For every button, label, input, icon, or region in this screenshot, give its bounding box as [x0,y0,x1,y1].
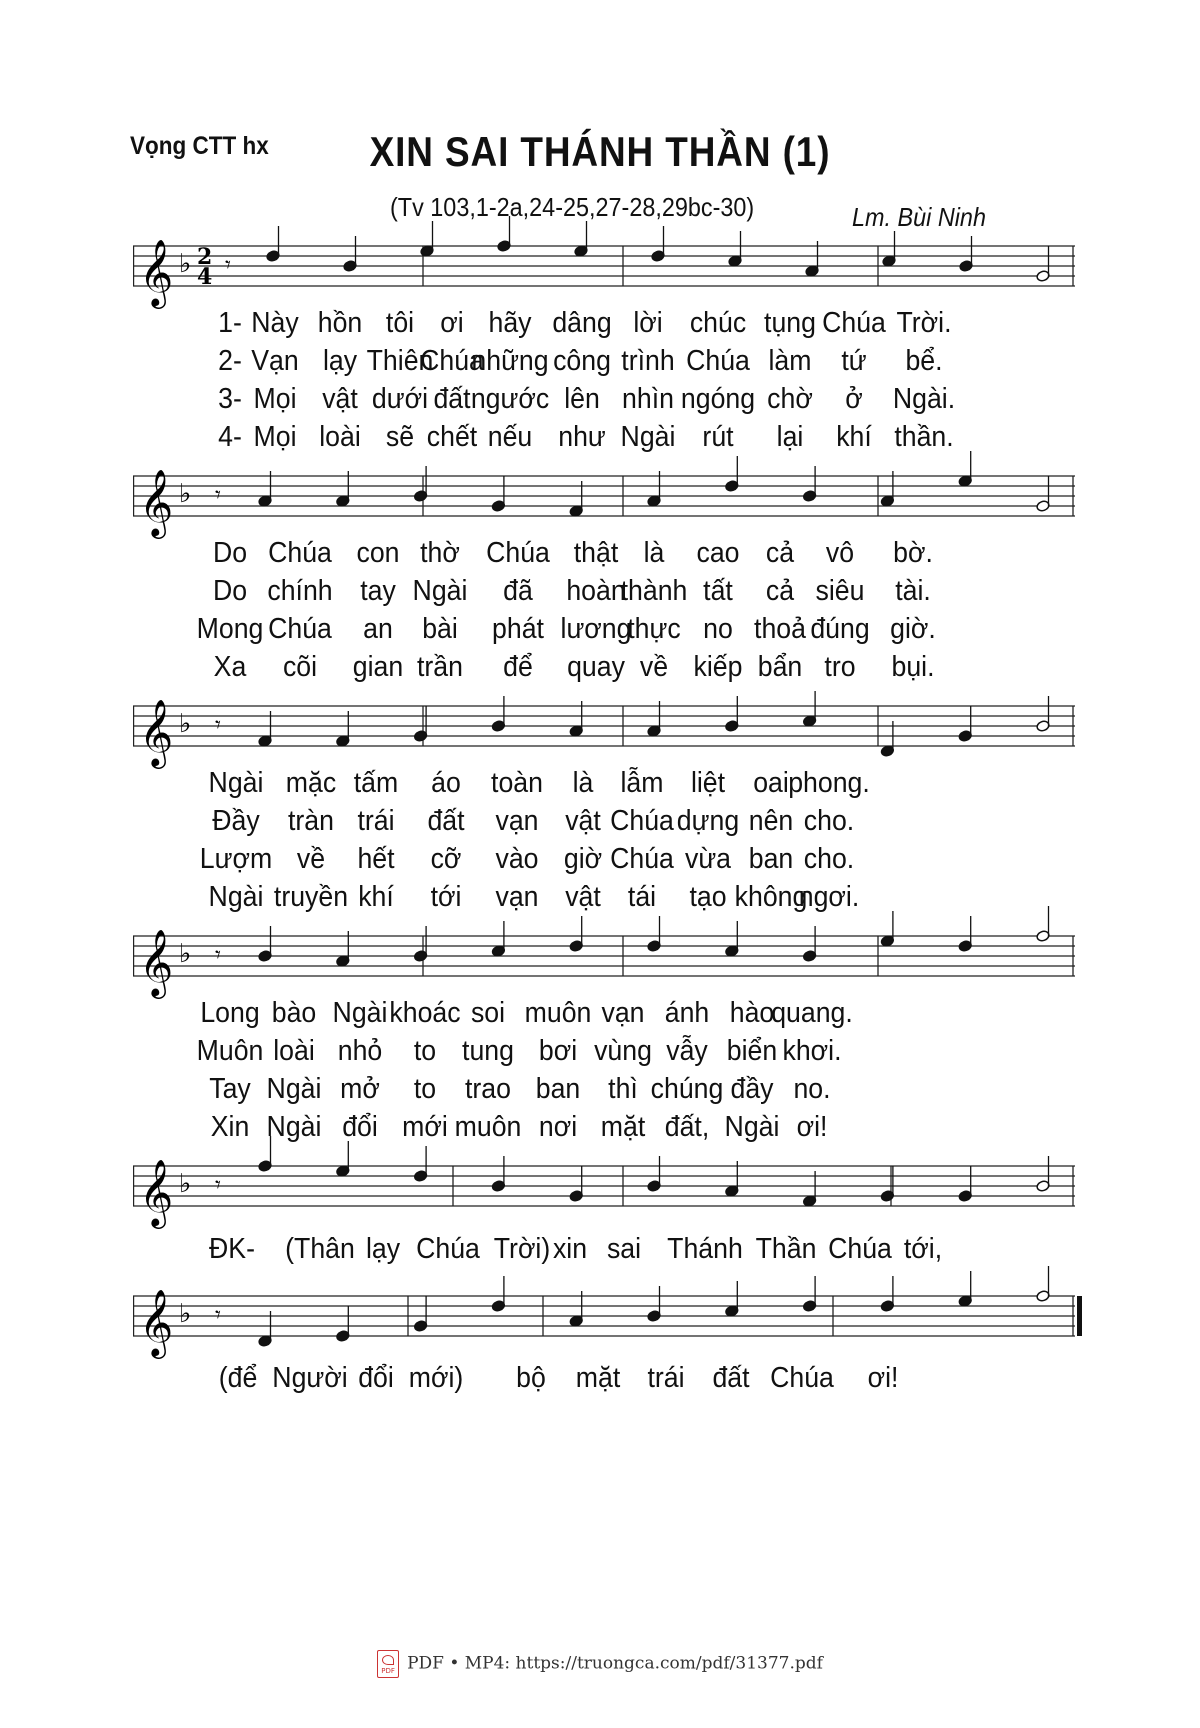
lyric-line-s2-v3 [0,613,1200,649]
lyric-syllable: lạy [322,345,358,377]
lyric-syllable: cỡ [430,843,462,875]
lyric-syllable: Ngài [266,1111,322,1143]
lyric-syllable: về [639,651,669,683]
staff-system-6 [133,1288,1078,1356]
lyric-syllable: oai [753,767,789,799]
staff-svg [133,698,1078,768]
lyric-syllable: ban [535,1073,581,1105]
lyric-line-s3-v1 [0,767,1200,803]
lyric-syllable: trao [465,1073,511,1105]
lyric-syllable: ở [845,383,863,415]
lyric-syllable: tung [462,1035,514,1067]
lyric-syllable: Chúa [610,843,674,875]
lyric-syllable: Vạn [251,345,299,377]
lyric-syllable: mở [340,1073,380,1105]
staff-svg [133,928,1078,998]
lyric-syllable: Chúa [416,1233,480,1265]
lyric-syllable: 1- [218,307,242,339]
lyric-syllable: Xa [213,651,247,683]
lyric-syllable: lạy [365,1233,401,1265]
lyric-syllable: ngóng [680,383,756,415]
treble-clef-icon: 𝄞 [139,238,174,306]
lyric-syllable: Thiên [366,345,434,377]
lyric-syllable: trái [357,805,395,837]
lyric-syllable: Mọi [253,421,297,453]
lyric-syllable: là [643,537,665,569]
lyric-syllable: tới [430,881,462,913]
staff-system-2 [133,468,1078,536]
lyric-syllable: giờ. [890,613,936,645]
lyric-syllable: như [558,421,606,453]
lyric-syllable: tài. [895,575,931,607]
lyric-syllable: công [553,345,611,377]
lyric-syllable: to [413,1073,437,1105]
lyric-syllable: thoả [754,613,806,645]
treble-clef-icon: 𝄞 [139,698,174,766]
footer-link[interactable] [0,1650,1200,1678]
lyric-syllable: xin [552,1233,588,1265]
lyric-syllable: về [296,843,326,875]
lyric-syllable: sai [606,1233,642,1265]
lyric-syllable: cao [696,537,740,569]
lyric-syllable: biển [726,1035,778,1067]
psalm-reference: (Tv 103,1-2a,24-25,27-28,29bc-30) [390,192,755,222]
lyric-syllable: bụi. [891,651,935,683]
lyric-syllable: soi [470,997,506,1029]
lyric-syllable: Chúa [828,1233,892,1265]
lyric-line-s2-v2 [0,575,1200,611]
lyric-syllable: Ngài [208,767,264,799]
lyric-syllable: Ngài [724,1111,780,1143]
treble-clef-icon: 𝄞 [139,1158,174,1226]
lyric-syllable: Ngài. [892,383,956,415]
lyric-syllable: Long [200,997,260,1029]
lyric-syllable: to [413,1035,437,1067]
lyric-syllable: chết [426,421,478,453]
lyric-line-s1-v3 [0,383,1200,419]
lyric-syllable: bài [422,613,458,645]
eighth-rest-icon: 𝄾 [215,1173,221,1198]
lyric-syllable: chúng [650,1073,724,1105]
lyric-syllable: bộ [516,1362,546,1394]
flat-key-signature-icon: ♭ [179,939,192,969]
lyric-syllable: lại [776,421,804,453]
lyric-syllable: vật [322,383,358,415]
lyric-syllable: nhỏ [337,1035,383,1067]
lyric-line-s1-v2 [0,345,1200,381]
composer-name: Lm. Bùi Ninh [852,202,986,232]
lyric-line-s1-v4 [0,421,1200,457]
lyric-syllable: Ngài [620,421,676,453]
lyric-syllable: kiếp [693,651,743,683]
lyric-syllable: mới) [408,1362,464,1394]
lyric-syllable: vạn [495,881,539,913]
lyric-syllable: loài [273,1035,315,1067]
lyric-syllable: hồn [317,307,363,339]
lyric-syllable: vạn [601,997,645,1029]
lyric-syllable: phong. [788,767,870,799]
lyric-syllable: nhìn [622,383,674,415]
lyric-syllable: tụng [764,307,816,339]
lyric-syllable: quay [567,651,625,683]
lyric-syllable: Tay [209,1073,251,1105]
lyric-syllable: (để [218,1362,258,1394]
lyric-syllable: Chúa [770,1362,834,1394]
lyric-syllable: Này [251,307,299,339]
lyric-syllable: cho. [803,805,855,837]
lyric-syllable: là [572,767,594,799]
lyric-syllable: vùng [594,1035,652,1067]
lyric-syllable: bào [271,997,317,1029]
lyric-syllable: cả [765,575,795,607]
lyric-syllable: đổi [358,1362,394,1394]
lyric-syllable: bơi [538,1035,578,1067]
lyric-syllable: Thần [755,1233,817,1265]
lyric-syllable: vẫy [666,1035,708,1067]
lyric-syllable: ban [748,843,794,875]
lyric-syllable: siêu [815,575,865,607]
time-signature-digit: 2 [197,244,213,270]
lyric-syllable: vật [565,805,601,837]
lyric-syllable: trái [647,1362,685,1394]
lyric-syllable: muôn [454,1111,522,1143]
flat-key-signature-icon: ♭ [179,1299,192,1329]
eighth-rest-icon: 𝄾 [215,943,221,968]
lyric-syllable: Muôn [196,1035,264,1067]
lyric-syllable: dưới [371,383,429,415]
lyric-line-s2-v1 [0,537,1200,573]
lyric-syllable: Ngài [266,1073,322,1105]
eighth-rest-icon: 𝄾 [215,483,221,508]
lyric-syllable: phát [492,613,544,645]
lyric-line-s3-v4 [0,881,1200,917]
lyric-syllable: (Thân [285,1233,355,1265]
lyric-syllable: rút [702,421,734,453]
lyric-line-s6-v1 [0,1362,1200,1398]
lyric-syllable: tất [703,575,733,607]
lyric-syllable: bể. [905,345,943,377]
lyric-syllable: loài [319,421,361,453]
staff-system-5 [133,1158,1078,1226]
song-title: XIN SAI THÁNH THẦN (1) [369,128,831,175]
lyric-syllable: truyền [273,881,349,913]
lyric-syllable: lời [633,307,663,339]
lyric-syllable: chờ [767,383,813,415]
lyric-syllable: tạo [689,881,727,913]
lyric-syllable: vô [825,537,855,569]
lyric-syllable: toàn [491,767,543,799]
lyric-syllable: đổi [342,1111,378,1143]
flat-key-signature-icon: ♭ [179,709,192,739]
lyric-syllable: Chúa [610,805,674,837]
lyric-syllable: đất [427,805,465,837]
lyric-syllable: khí [836,421,872,453]
lyric-line-s4-v1 [0,997,1200,1033]
staff-system-4 [133,928,1078,996]
lyric-line-s4-v2 [0,1035,1200,1071]
flat-key-signature-icon: ♭ [179,249,192,279]
lyric-syllable: mặt [575,1362,621,1394]
lyric-syllable: lên [564,383,600,415]
lyric-syllable: thì [608,1073,638,1105]
lyric-syllable: ngước [470,383,550,415]
lyric-line-s5-v1 [0,1233,1200,1269]
lyric-syllable: ngơi. [798,881,860,913]
lyric-syllable: tứ [841,345,867,377]
lyric-syllable: cõi [282,651,318,683]
lyric-line-s3-v3 [0,843,1200,879]
lyric-syllable: Đầy [212,805,260,837]
lyric-syllable: nên [748,805,794,837]
lyric-syllable: Ngài [412,575,468,607]
lyric-syllable: áo [431,767,461,799]
lyric-syllable: nếu [487,421,533,453]
staff-system-3 [133,698,1078,766]
lyric-line-s3-v2 [0,805,1200,841]
lyric-line-s1-v1 [0,307,1200,343]
pdf-file-icon [377,1650,399,1678]
lyric-syllable: Chúa [486,537,550,569]
lyric-syllable: tro [824,651,856,683]
lyric-syllable: tràn [288,805,334,837]
lyric-line-s4-v3 [0,1073,1200,1109]
lyric-syllable: hãy [488,307,532,339]
treble-clef-icon: 𝄞 [139,1288,174,1356]
lyric-syllable: lương [560,613,632,645]
lyric-syllable: để [503,651,533,683]
lyric-syllable: đất [712,1362,750,1394]
lyric-syllable: mặc [285,767,337,799]
lyric-syllable: khơi. [782,1035,842,1067]
lyric-syllable: tấm [353,767,399,799]
lyric-syllable: không [734,881,808,913]
lyric-syllable: tôi [385,307,415,339]
treble-clef-icon: 𝄞 [139,928,174,996]
eighth-rest-icon: 𝄾 [225,253,231,278]
lyric-syllable: dâng [552,307,612,339]
occasion-label: Vọng CTT hx [130,132,269,160]
lyric-syllable: nơi [538,1111,578,1143]
lyric-syllable: Xin [210,1111,250,1143]
lyric-syllable: những [471,345,549,377]
lyric-syllable: hoàn [566,575,626,607]
lyric-syllable: Lượm [199,843,273,875]
lyric-syllable: dựng [676,805,740,837]
lyric-syllable: bờ. [893,537,933,569]
lyric-syllable: Chúa [420,345,484,377]
lyric-syllable: no. [793,1073,831,1105]
staff-svg [133,238,1078,308]
lyric-syllable: gian [352,651,404,683]
lyric-syllable: 2- [218,345,242,377]
lyric-syllable: chúc [689,307,747,339]
lyric-syllable: chính [267,575,333,607]
lyric-syllable: Chúa [686,345,750,377]
lyric-syllable: đất [433,383,471,415]
lyric-syllable: muôn [524,997,592,1029]
lyric-line-s4-v4 [0,1111,1200,1147]
lyric-syllable: Mọi [253,383,297,415]
eighth-rest-icon: 𝄾 [215,713,221,738]
lyric-syllable: quang. [771,997,853,1029]
lyric-syllable: ơi! [867,1362,899,1394]
lyric-syllable: Ngài [208,881,264,913]
lyric-syllable: cả [765,537,795,569]
footer-text: PDF • MP4: https://truongca.com/pdf/31377.pdf [407,1653,823,1674]
staff-system-1 [133,238,1078,306]
lyric-syllable: ĐK- [209,1233,255,1265]
lyric-syllable: làm [768,345,812,377]
lyric-syllable: Trời) [493,1233,551,1265]
lyric-syllable: no [703,613,733,645]
lyric-syllable: vật [565,881,601,913]
staff-svg [133,468,1078,538]
lyric-syllable: giờ [563,843,603,875]
lyric-syllable: trình [621,345,675,377]
lyric-syllable: tái [627,881,657,913]
lyric-syllable: thần. [894,421,954,453]
lyric-line-s2-v4 [0,651,1200,687]
lyric-syllable: tới, [903,1233,943,1265]
lyric-syllable: Mong [196,613,264,645]
lyric-syllable: 4- [218,421,242,453]
lyric-syllable: hào [729,997,775,1029]
lyric-syllable: mặt [600,1111,646,1143]
lyric-syllable: đất, [664,1111,710,1143]
lyric-syllable: Ngài [332,997,388,1029]
lyric-syllable: cho. [803,843,855,875]
lyric-syllable: khoác [389,997,461,1029]
lyric-syllable: ơi! [796,1111,828,1143]
lyric-syllable: Thánh [667,1233,743,1265]
lyric-syllable: đúng [810,613,870,645]
lyric-syllable: ơi [440,307,464,339]
lyric-syllable: Do [212,575,248,607]
lyric-syllable: liệt [690,767,726,799]
flat-key-signature-icon: ♭ [179,479,192,509]
time-signature-digit: 4 [197,264,213,290]
lyric-syllable: bẩn [757,651,803,683]
lyric-syllable: thành [620,575,688,607]
staff-svg [133,1158,1078,1228]
lyric-syllable: đầy [730,1073,774,1105]
lyric-syllable: thật [573,537,619,569]
lyric-syllable: lẫm [620,767,664,799]
lyric-syllable: thực [627,613,681,645]
lyric-syllable: khí [358,881,394,913]
flat-key-signature-icon: ♭ [179,1169,192,1199]
lyric-syllable: Người [272,1362,348,1394]
lyric-syllable: ánh [664,997,710,1029]
lyric-syllable: đã [503,575,533,607]
lyric-syllable: Trời. [896,307,952,339]
lyric-syllable: vào [495,843,539,875]
lyric-syllable: thờ [420,537,460,569]
lyric-syllable: con [356,537,400,569]
lyric-syllable: tay [360,575,396,607]
lyric-syllable: 3- [218,383,242,415]
lyric-syllable: vừa [684,843,732,875]
lyric-syllable: mới [402,1111,448,1143]
lyric-syllable: vạn [495,805,539,837]
lyric-syllable: Do [212,537,248,569]
final-barline [1077,1296,1082,1336]
lyric-syllable: an [363,613,393,645]
treble-clef-icon: 𝄞 [139,468,174,536]
lyric-syllable: hết [357,843,395,875]
eighth-rest-icon: 𝄾 [215,1303,221,1328]
lyric-syllable: Chúa [268,537,332,569]
staff-svg [133,1288,1078,1358]
lyric-syllable: Chúa [268,613,332,645]
lyric-syllable: trần [417,651,463,683]
lyric-syllable: Chúa [822,307,886,339]
lyric-syllable: sẽ [385,421,415,453]
